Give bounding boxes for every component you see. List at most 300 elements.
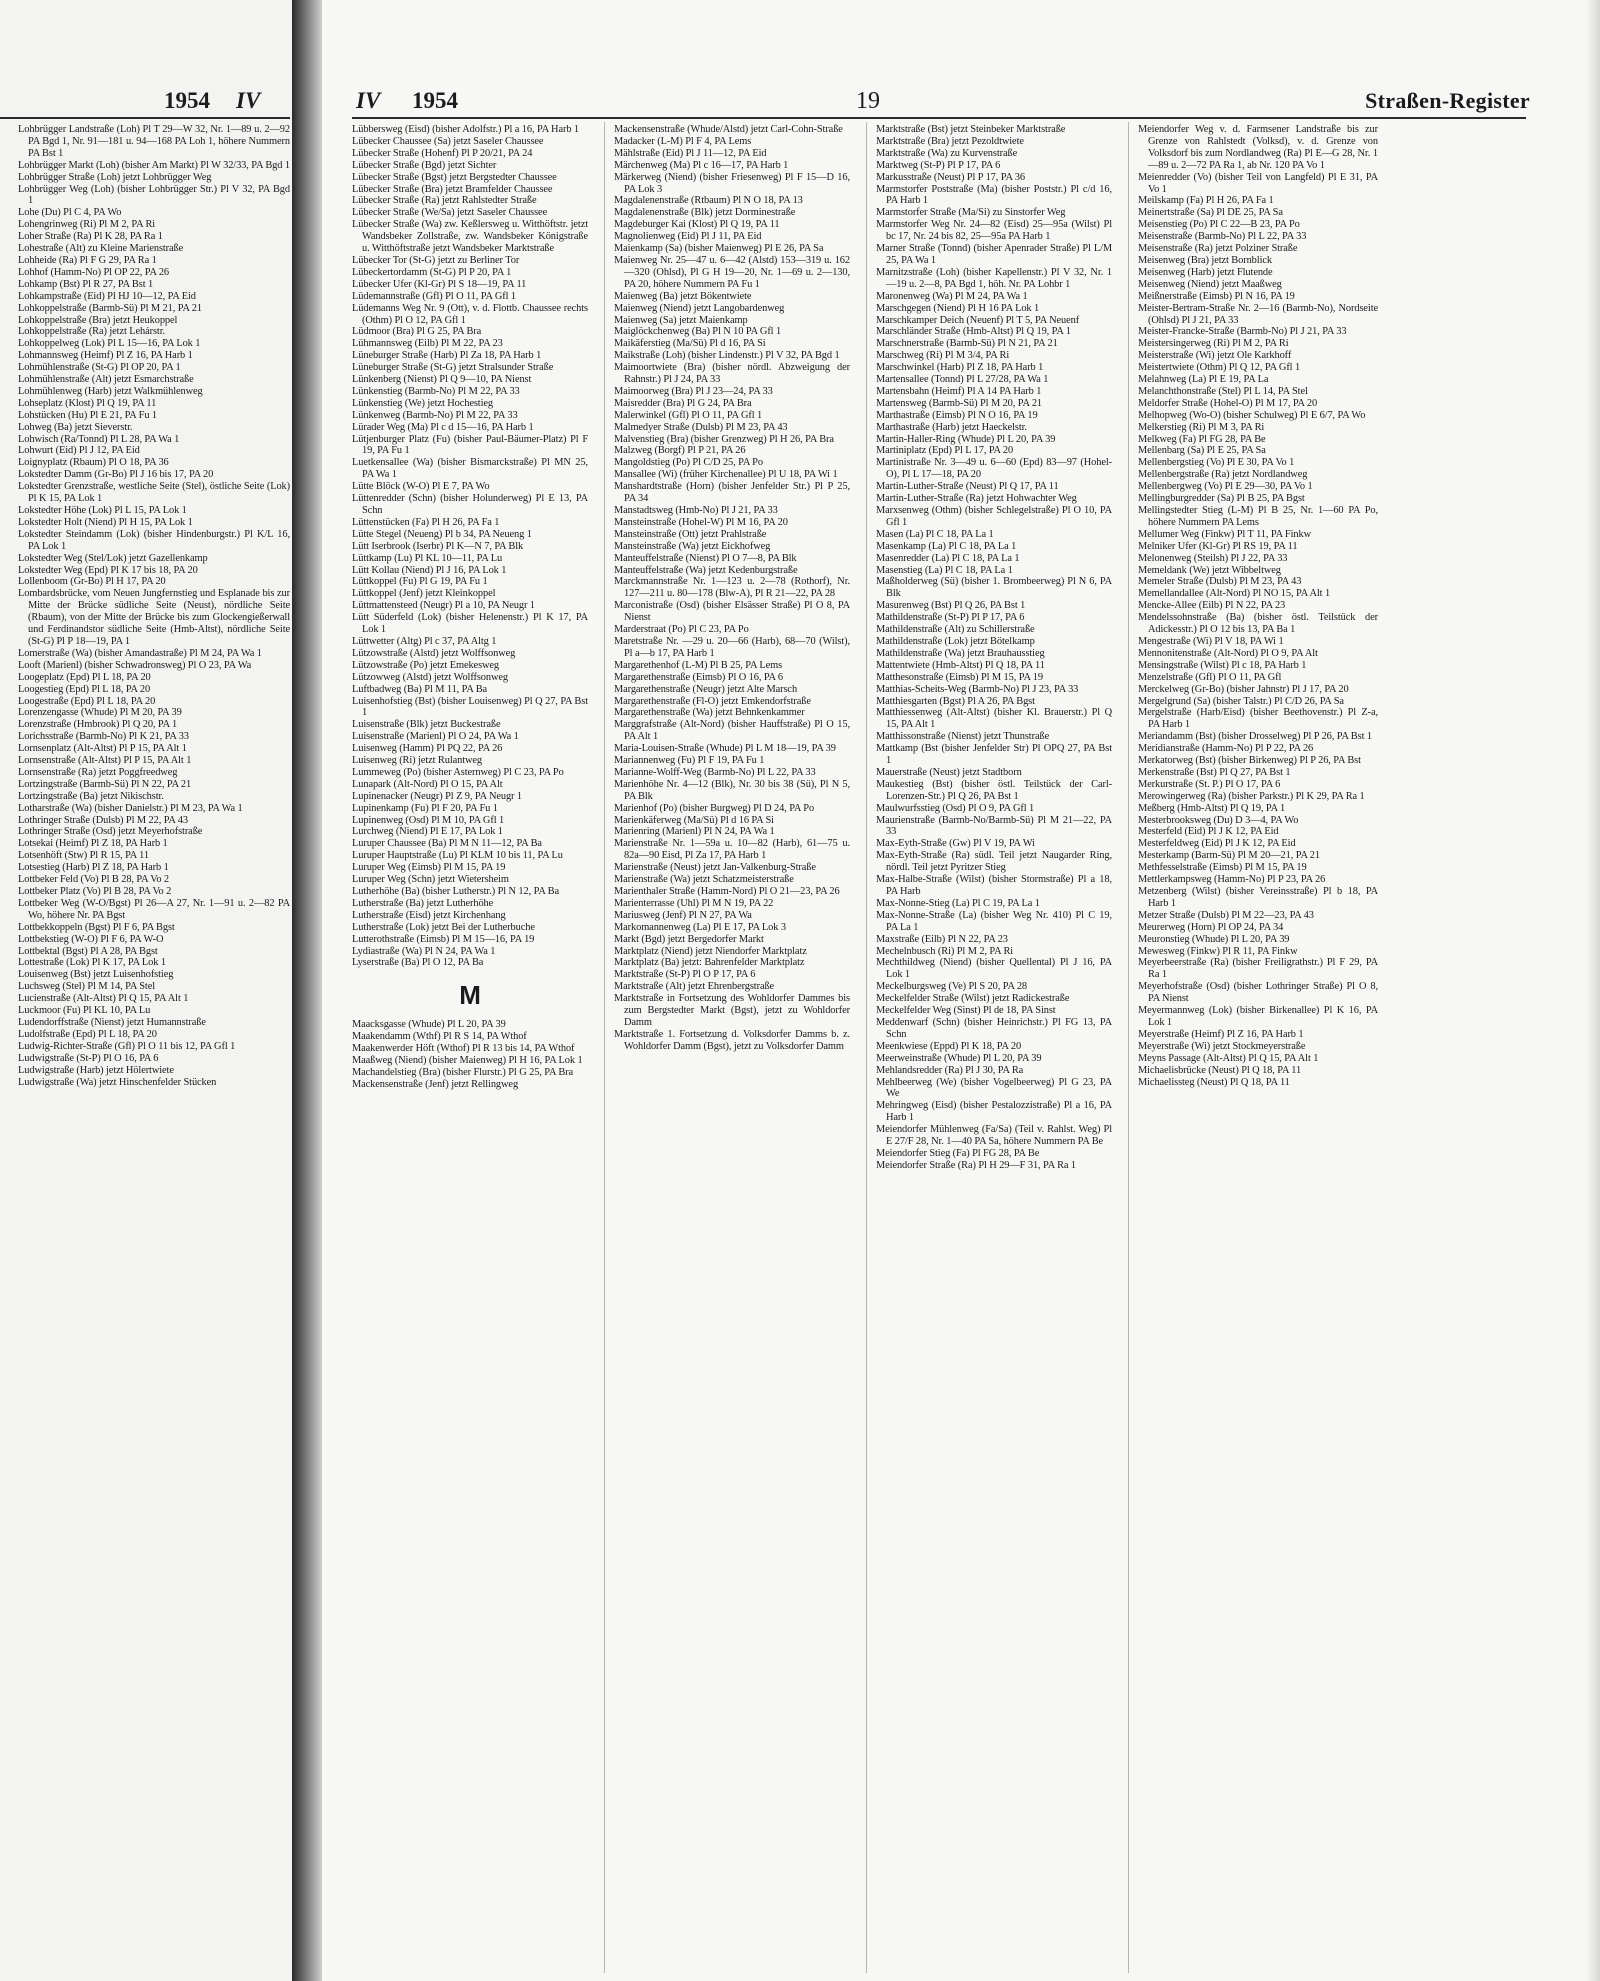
street-column-4 — [1138, 124, 1378, 1973]
street-entry: Lotsenhöft (Stw) Pl R 15, PA 11 — [18, 850, 149, 862]
street-entry: Marktweg (St-P) Pl P 17, PA 6 — [876, 159, 1001, 171]
street-entry: Maienweg (Sa) jetzt Maienkamp — [614, 314, 748, 326]
street-entry: Maulwurfsstieg (Osd) Pl O 9, PA Gfl 1 — [876, 802, 1035, 814]
street-entry: Loogestieg (Epd) Pl L 18, PA 20 — [18, 683, 151, 695]
street-entry: Lomerstraße (Wa) (bisher Amandastraße) Pl M 24, PA Wa 1 — [18, 647, 262, 659]
street-entry: Marschgegen (Niend) Pl H 16 PA Lok 1 — [876, 302, 1040, 314]
street-entry: Mellenbarg (Sa) Pl E 25, PA Sa — [1138, 445, 1266, 457]
street-entry: Meinertstraße (Sa) Pl DE 25, PA Sa — [1138, 207, 1283, 219]
street-entry: Lüttkoppel (Jenf) jetzt Kleinkoppel — [352, 588, 496, 600]
street-entry: Marschkamper Deich (Neuenf) Pl T 5, PA Neuenf — [876, 314, 1080, 326]
street-entry: Lokstedter Grenzstraße, westliche Seite (Stel), östliche Seite (Lok) Pl K 15, PA Lok 1 — [18, 481, 290, 505]
street-entry: Lütjenburger Platz (Fu) (bisher Paul-Bäumer-Platz) Pl F 19, PA Fu 1 — [352, 433, 588, 457]
street-entry: Marienstraße (Neust) jetzt Jan-Valkenburg-Straße — [614, 862, 816, 874]
street-entry: Mencke-Allee (Eilb) Pl N 22, PA 23 — [1138, 600, 1286, 612]
street-entry: Lüdmoor (Bra) Pl G 25, PA Bra — [352, 326, 482, 338]
street-entry: Meistersingerweg (Ri) Pl M 2, PA Ri — [1138, 338, 1289, 350]
street-entry: Lüneburger Straße (St-G) jetzt Stralsunder Straße — [352, 362, 554, 374]
street-entry: Lorichsstraße (Barmb-No) Pl K 21, PA 33 — [18, 731, 189, 743]
street-entry: Mendelssohnstraße (Ba) (bisher östl. Teilstück der Adickesstr.) Pl O 12 bis 13, PA Ba 1 — [1138, 612, 1378, 636]
street-entry: Melhopweg (Wo-O) (bisher Schulweg) Pl E 6/7, PA Wo — [1138, 409, 1366, 421]
street-entry: Malmedyer Straße (Dulsb) Pl M 23, PA 43 — [614, 421, 788, 433]
street-entry: Metzenberg (Wilst) (bisher Vereinsstraße) Pl b 18, PA Harb 1 — [1138, 886, 1378, 909]
left-header-rule — [0, 117, 290, 119]
street-entry: Lupinenacker (Neugr) Pl Z 9, PA Neugr 1 — [352, 790, 523, 802]
street-entry: Margarethenhof (L-M) Pl B 25, PA Lems — [614, 659, 783, 671]
street-entry: Lucienstraße (Alt-Altst) Pl Q 15, PA Alt 1 — [18, 993, 189, 1005]
street-entry: Magdalenenstraße (Blk) jetzt Dorminestraße — [614, 207, 796, 219]
street-entry: Lutherhöhe (Ba) (bisher Lutherstr.) Pl N 12, PA Ba — [352, 886, 560, 897]
left-page-year: 1954 — [164, 88, 210, 113]
street-entry: Marktstraße (Bra) jetzt Pezoldtwiete — [876, 135, 1024, 147]
street-entry: Marktstraße in Fortsetzung des Wohldorfer Dammes bis zum Bergstedter Markt (Bgst), jetzt zu Wohldorfer Damm — [614, 993, 850, 1028]
street-entry: Maikäferstieg (Ma/Sü) Pl d 16, PA Si — [614, 338, 766, 350]
street-entry: Melniker Ufer (Kl-Gr) Pl RS 19, PA 11 — [1138, 540, 1298, 552]
street-entry: Lotsestieg (Harb) Pl Z 18, PA Harb 1 — [18, 862, 169, 874]
street-entry: Luetkensallee (Wa) (bisher Bismarckstraße) Pl MN 25, PA Wa 1 — [352, 457, 588, 481]
street-entry: Maronenweg (Wa) Pl M 24, PA Wa 1 — [876, 290, 1028, 302]
street-entry: Meisenstraße (Barmb-No) Pl L 22, PA 33 — [1138, 231, 1307, 243]
page-number: 19 — [856, 88, 880, 114]
street-entry: Marschländer Straße (Hmb-Altst) Pl Q 19, PA 1 — [876, 326, 1071, 338]
street-entry: Lübecker Chaussee (Sa) jetzt Saseler Chaussee — [352, 135, 544, 147]
street-entry: Meister-Bertram-Straße Nr. 2—16 (Barmb-No), Nordseite (Ohlsd) Pl J 21, PA 33 — [1138, 302, 1378, 326]
street-entry: Martinistraße Nr. 3—49 u. 6—60 (Epd) 83—97 (Hohel-O), Pl L 17—18, PA 20 — [876, 457, 1112, 481]
street-entry: Loher Straße (Ra) Pl K 28, PA Ra 1 — [18, 231, 163, 243]
street-entry: Mehlbeerweg (We) (bisher Vogelbeerweg) Pl G 23, PA We — [876, 1076, 1112, 1100]
street-entry: Marschnerstraße (Barmb-Sü) Pl N 21, PA 21 — [876, 338, 1058, 350]
street-entry: Magdalenenstraße (Rtbaum) Pl N O 18, PA 13 — [614, 195, 803, 207]
street-entry: Mensingstraße (Wilst) Pl c 18, PA Harb 1 — [1138, 659, 1307, 671]
street-entry: Maakendamm (Wthf) Pl R S 14, PA Wthof — [352, 1031, 527, 1043]
street-entry: Mackensenstraße (Jenf) jetzt Rellingweg — [352, 1078, 519, 1090]
street-entry: Mewesweg (Finkw) Pl R 11, PA Finkw — [1138, 945, 1298, 957]
street-entry: Martin-Luther-Straße (Neust) Pl Q 17, PA 11 — [876, 481, 1059, 493]
street-entry: Ludwigstraße (Wa) jetzt Hinschenfelder Stücken — [18, 1076, 217, 1088]
street-entry: Mansteinstraße (Wa) jetzt Eickhofweg — [614, 540, 771, 552]
street-entry: Marktstraße (St-P) Pl O P 17, PA 6 — [614, 969, 756, 981]
street-entry: Marckmannstraße Nr. 1—123 u. 2—78 (Rothorf), Nr. 127—211 u. 80—178 (Blw-A), Pl R 21—22, PA 28 — [614, 576, 850, 600]
street-entry: Meuronstieg (Whude) Pl L 20, PA 39 — [1138, 933, 1290, 945]
street-entry: Maretstraße Nr. —29 u. 20—66 (Harb), 68—70 (Wilst), Pl a—b 17, PA Harb 1 — [614, 635, 850, 659]
street-entry: Meiendorfer Straße (Ra) Pl H 29—F 31, PA Ra 1 — [876, 1159, 1077, 1171]
street-entry: Lyserstraße (Ba) Pl O 12, PA Ba — [352, 957, 484, 969]
street-entry: Meckelburgsweg (Ve) Pl S 20, PA 28 — [876, 981, 1028, 993]
street-entry: Merkenstraße (Bst) Pl Q 27, PA Bst 1 — [1138, 766, 1291, 778]
street-entry: Maienweg (Niend) jetzt Langobardenweg — [614, 302, 785, 314]
street-entry: Lübecker Straße (We/Sa) jetzt Saseler Chaussee — [352, 207, 548, 219]
street-entry: Martensbahn (Heimf) Pl A 14 PA Harb 1 — [876, 385, 1042, 397]
street-entry: Markomannenweg (La) Pl E 17, PA Lok 3 — [614, 921, 786, 933]
street-entry: Lokstedter Höhe (Lok) Pl L 15, PA Lok 1 — [18, 505, 187, 516]
street-entry: Lohbrügger Weg (Loh) (bisher Lohbrügger Str.) Pl V 32, PA Bgd 1 — [18, 183, 290, 207]
street-entry: Lohwurt (Eid) Pl J 12, PA Eid — [18, 445, 140, 457]
street-entry: Luftbadweg (Ba) Pl M 11, PA Ba — [352, 683, 488, 695]
street-entry: Marienhöhe Nr. 4—12 (Blk), Nr. 30 bis 38 (Sü), Pl N 5, PA Blk — [614, 778, 850, 802]
street-entry: Lotharstraße (Wa) (bisher Danielstr.) Pl M 23, PA Wa 1 — [18, 802, 243, 814]
street-entry: Manshardtstraße (Horn) (bisher Jenfelder Str.) Pl P 25, PA 34 — [614, 481, 850, 505]
street-entry: Lürader Weg (Ma) Pl c d 15—16, PA Harb 1 — [352, 421, 534, 433]
street-entry: Mettlerkampsweg (Hamm-No) Pl P 23, PA 26 — [1138, 874, 1326, 886]
street-entry: Mariannenweg (Fu) Pl F 19, PA Fu 1 — [614, 755, 765, 767]
column-separator — [1128, 122, 1129, 1973]
street-entry: Lünkenstieg (Barmb-No) Pl M 22, PA 33 — [352, 385, 520, 397]
street-entry: Marthastraße (Harb) jetzt Haeckelstr. — [876, 421, 1027, 433]
street-entry: Lütt Iserbrook (Iserbr) Pl K—N 7, PA Blk — [352, 540, 524, 552]
street-entry: Mesterfeld (Eid) Pl J K 12, PA Eid — [1138, 826, 1279, 838]
street-entry: Mergelgrund (Sa) (bisher Talstr.) Pl C/D 26, PA Sa — [1138, 695, 1344, 707]
street-entry: Mathildenstraße (St-P) Pl P 17, PA 6 — [876, 612, 1025, 624]
street-column-2 — [614, 124, 850, 1973]
street-entry: Marienstraße (Wa) jetzt Schatzmeisterstraße — [614, 874, 794, 886]
street-entry: Lohmannsweg (Heimf) Pl Z 16, PA Harb 1 — [18, 350, 193, 362]
street-entry: Mattkamp (Bst (bisher Jenfelder Str) Pl OPQ 27, PA Bst 1 — [876, 743, 1112, 767]
street-entry: Melahnweg (La) Pl E 19, PA La — [1138, 374, 1269, 386]
street-entry: Lortzingstraße (Ba) jetzt Nikischstr. — [18, 790, 164, 802]
street-entry: Lurchweg (Niend) Pl E 17, PA Lok 1 — [352, 826, 503, 838]
street-entry: Meyns Passage (Alt-Altst) Pl Q 15, PA Alt 1 — [1138, 1052, 1319, 1064]
street-entry: Lottbekkoppeln (Bgst) Pl F 6, PA Bgst — [18, 921, 175, 933]
street-entry: Mansteinstraße (Hohel-W) Pl M 16, PA 20 — [614, 516, 788, 528]
column-separator — [604, 122, 605, 1973]
street-entry: Mechthildweg (Niend) (bisher Quellental) Pl J 16, PA Lok 1 — [876, 957, 1112, 981]
street-entry: Mellingstedter Stieg (L-M) Pl B 25, Nr. 1—60 PA Po, höhere Nummern PA Lems — [1138, 505, 1378, 528]
street-entry: Lüttmattensteed (Neugr) Pl a 10, PA Neugr 1 — [352, 600, 535, 612]
street-entry: Lübeckertordamm (St-G) Pl P 20, PA 1 — [352, 266, 512, 278]
street-entry: Lützowstraße (Alstd) jetzt Wolffsonweg — [352, 647, 516, 659]
street-entry: Lohbrügger Landstraße (Loh) Pl T 29—W 32, Nr. 1—89 u. 2—92 PA Bgd 1, Nr. 91—181 u. 94—168 PA Loh 1, höhere Nummern PA Bst 1 — [18, 124, 290, 159]
street-entry: Lottbeker Weg (W-O/Bgst) Pl 26—A 27, Nr. 1—91 u. 2—82 PA Wo, höhere Nr. PA Bgst — [18, 897, 290, 921]
street-entry: Marmstorfer Weg Nr. 24—82 (Eisd) 25—95a (Wilst) Pl bc 17, Nr. 24 bis 82, 25—95a PA Harb 1 — [876, 219, 1112, 243]
street-entry: Mehringweg (Eisd) (bisher Pestalozzistraße) Pl a 16, PA Harb 1 — [876, 1100, 1112, 1124]
street-entry: Marnitzstraße (Loh) (bisher Kapellenstr.) Pl V 32, Nr. 1—19 u. 2—8, PA Bgd 1, höh. Nr. PA Lohbr 1 — [876, 266, 1112, 290]
street-entry: Meyerstraße (Wi) jetzt Stockmeyerstraße — [1138, 1040, 1306, 1052]
street-entry: Mellenbergstieg (Vo) Pl E 30, PA Vo 1 — [1138, 457, 1295, 469]
street-entry: Maacksgasse (Whude) Pl L 20, PA 39 — [352, 1019, 506, 1031]
street-entry: Marktplatz (Ba) jetzt: Bahrenfelder Marktplatz — [614, 957, 805, 969]
street-entry: Mennonitenstraße (Alt-Nord) Pl O 9, PA Alt — [1138, 647, 1318, 659]
street-entry: Lottbeker Feld (Vo) Pl B 28, PA Vo 2 — [18, 874, 170, 886]
street-entry: Maiglöckchenweg (Ba) Pl N 10 PA Gfl 1 — [614, 326, 782, 338]
street-entry: Lombardsbrücke, vom Neuen Jungfernstieg und Esplanade bis zur Mitte der Brücke südliche Seite (Neust), nördliche Seite (Rbaum), von der Mitte der Brücke bis zum Glockengießerwall und Ferdinandstor südliche Seite (Hmb-Altst), nördliche Seite (St-G) Pl P 18—19, PA 1 — [18, 588, 290, 647]
street-entry: Meckelfelder Straße (Wilst) jetzt Radickestraße — [876, 993, 1070, 1005]
street-entry: Merkatorweg (Bst) (bisher Birkenweg) Pl P 26, PA Bst — [1138, 755, 1361, 767]
street-entry: Lothringer Straße (Osd) jetzt Meyerhofstraße — [18, 826, 203, 838]
street-entry: Ludolfstraße (Epd) Pl L 18, PA 20 — [18, 1028, 157, 1040]
street-entry: Maukestieg (Bst) (bisher östl. Teilstück der Carl-Lorenzen-Str.) Pl Q 26, PA Bst 1 — [876, 778, 1112, 802]
street-entry: Lüttenredder (Schn) (bisher Holunderweg) Pl E 13, PA Schn — [352, 493, 588, 516]
street-entry: Lohbrügger Straße (Loh) jetzt Lohbrügger Weg — [18, 171, 212, 183]
street-entry: Margarethenstraße (Fl-O) jetzt Emkendorfstraße — [614, 695, 811, 707]
right-header-rule — [352, 117, 1526, 119]
street-entry: Maienkamp (Sa) (bisher Maienweg) Pl E 26, PA Sa — [614, 243, 824, 255]
street-entry: Lühmannsweg (Eilb) Pl M 22, PA 23 — [352, 338, 503, 350]
street-entry: Meiendorfer Weg v. d. Farmsener Landstraße bis zur Grenze von Rahlstedt (Volksd), v. d. Grenze von Volksdorf bis zum Nordlandweg (Ra) Pl E—G 28, Nr. 1—89 u. 2—72 PA Ra 1, ab Nr. 120 PA Vo 1 — [1138, 124, 1378, 171]
street-entry: Magdeburger Kai (Klost) Pl Q 19, PA 11 — [614, 219, 780, 231]
street-entry: Mackensenstraße (Whude/Alstd) jetzt Carl-Cohn-Straße — [614, 124, 843, 135]
street-entry: Mattentwiete (Hmb-Altst) Pl Q 18, PA 11 — [876, 659, 1045, 671]
street-entry: Meyerbeerstraße (Ra) (bisher Freiligrathstr.) Pl F 29, PA Ra 1 — [1138, 957, 1378, 981]
street-entry: Luruper Chaussee (Ba) Pl M N 11—12, PA Ba — [352, 838, 542, 850]
street-entry: Marschwinkel (Harb) Pl Z 18, PA Harb 1 — [876, 362, 1044, 374]
street-entry: Lornsenplatz (Alt-Altst) Pl P 15, PA Alt 1 — [18, 743, 187, 755]
street-entry: Lottestraße (Lok) Pl K 17, PA Lok 1 — [18, 957, 166, 969]
street-entry: Lottbeker Platz (Vo) Pl B 28, PA Vo 2 — [18, 886, 172, 897]
street-entry: Maurienstraße (Barmb-No/Barmb-Sü) Pl M 21—22, PA 33 — [876, 814, 1112, 838]
section-letter-m: M — [459, 980, 481, 1011]
street-entry: Malerwinkel (Gfl) Pl O 11, PA Gfl 1 — [614, 409, 763, 421]
street-entry: Lokstedter Holt (Niend) Pl H 15, PA Lok 1 — [18, 516, 193, 528]
street-entry: Meldorfer Straße (Hohel-O) Pl M 17, PA 20 — [1138, 397, 1318, 409]
street-entry: Marxsenweg (Othm) (bisher Schlegelstraße) Pl O 10, PA Gfl 1 — [876, 505, 1112, 528]
street-entry: Lunapark (Alt-Nord) Pl O 15, PA Alt — [352, 778, 503, 790]
street-entry: Meyerstraße (Heimf) Pl Z 16, PA Harb 1 — [1138, 1028, 1304, 1040]
street-entry: Manteuffelstraße (Wa) jetzt Kedenburgstraße — [614, 564, 798, 576]
street-entry: Lohhof (Hamm-No) Pl OP 22, PA 26 — [18, 266, 170, 278]
street-entry: Lohe (Du) Pl C 4, PA Wo — [18, 207, 122, 219]
street-entry: Luisenstraße (Blk) jetzt Buckestraße — [352, 719, 501, 731]
street-entry: Max-Nonne-Straße (La) (bisher Weg Nr. 410) Pl C 19, PA La 1 — [876, 909, 1112, 933]
street-entry: Meenkwiese (Eppd) Pl K 18, PA 20 — [876, 1040, 1022, 1052]
street-entry: Michaelissteg (Neust) Pl Q 18, PA 11 — [1138, 1076, 1290, 1088]
street-entry: Loogeplatz (Epd) Pl L 18, PA 20 — [18, 671, 151, 683]
street-entry: Mehlandsredder (Ra) Pl J 30, PA Ra — [876, 1064, 1024, 1076]
street-entry: Meisterstraße (Wi) jetzt Ole Karkhoff — [1138, 350, 1292, 362]
street-entry: Meurerweg (Horn) Pl OP 24, PA 34 — [1138, 921, 1284, 933]
street-entry: Lornsenstraße (Alt-Altst) Pl P 15, PA Alt 1 — [18, 755, 192, 767]
street-entry: Matthias-Scheits-Weg (Barmb-No) Pl J 23, PA 33 — [876, 683, 1079, 695]
street-entry: Loignyplatz (Rbaum) Pl O 18, PA 36 — [18, 457, 169, 469]
street-entry: Looft (Marienl) (bisher Schwadronsweg) Pl O 23, PA Wa — [18, 659, 252, 671]
street-entry: Meilskamp (Fa) Pl H 26, PA Fa 1 — [1138, 195, 1274, 207]
street-entry: Meistertwiete (Othm) Pl Q 12, PA Gfl 1 — [1138, 362, 1301, 374]
register-title: Straßen-Register — [1365, 88, 1530, 113]
street-entry: Martin-Luther-Straße (Ra) jetzt Hohwachter Weg — [876, 493, 1077, 505]
street-entry: Lütte Blöck (W-O) Pl E 7, PA Wo — [352, 481, 490, 493]
street-entry: Max-Eyth-Straße (Ra) südl. Teil jetzt Naugarder Ring, nördl. Teil jetzt Pyritzer Stieg — [876, 850, 1112, 874]
street-entry: Lohkoppelstraße (Ra) jetzt Lehárstr. — [18, 326, 166, 338]
street-entry: Maimoortwiete (Bra) (bisher nördl. Abzweigung der Rahnstr.) Pl J 24, PA 33 — [614, 362, 850, 386]
street-entry: Ludwigstraße (St-P) Pl O 16, PA 6 — [18, 1052, 159, 1064]
street-entry: Lübecker Straße (Hohenf) Pl P 20/21, PA 24 — [352, 147, 533, 159]
street-entry: Lupinenweg (Osd) Pl M 10, PA Gfl 1 — [352, 814, 505, 826]
street-entry: Matthiessenweg (Alt-Altst) (bisher Kl. Brauerstr.) Pl Q 15, PA Alt 1 — [876, 707, 1112, 731]
street-entry: Marktstraße (Wa) zu Kurvenstraße — [876, 147, 1018, 159]
street-entry: Lottbekstieg (W-O) Pl F 6, PA W-O — [18, 933, 164, 945]
street-entry: Maßholderweg (Sü) (bisher 1. Brombeerweg) Pl N 6, PA Blk — [876, 576, 1112, 600]
street-entry: Lohkoppelstraße (Barmb-Sü) Pl M 21, PA 21 — [18, 302, 202, 314]
street-entry: Meridianstraße (Hamm-No) Pl P 22, PA 26 — [1138, 743, 1314, 755]
street-entry: Meyermannweg (Lok) (bisher Birkenallee) Pl K 16, PA Lok 1 — [1138, 1005, 1378, 1028]
street-entry: Lokstedter Steindamm (Lok) (bisher Hindenburgstr.) Pl K/L 16, PA Lok 1 — [18, 528, 290, 552]
street-entry: Mariusweg (Jenf) Pl N 27, PA Wa — [614, 909, 752, 921]
street-entry: Marktstraße (Bst) jetzt Steinbeker Marktstraße — [876, 124, 1066, 135]
street-entry: Lüttkamp (Lu) Pl KL 10—11, PA Lu — [352, 552, 503, 564]
street-entry: Meßberg (Hmb-Altst) Pl Q 19, PA 1 — [1138, 802, 1286, 814]
street-entry: Marner Straße (Tonnd) (bisher Apenrader Straße) Pl L/M 25, PA Wa 1 — [876, 243, 1112, 266]
left-page-column — [18, 124, 290, 1973]
street-entry: Marianne-Wolff-Weg (Barmb-No) Pl L 22, PA 33 — [614, 766, 816, 778]
street-entry: Martiniplatz (Epd) Pl L 17, PA 20 — [876, 445, 1014, 457]
street-entry: Mählstraße (Eid) Pl J 11—12, PA Eid — [614, 147, 767, 159]
street-entry: Mathildenstraße (Lok) jetzt Bötelkamp — [876, 635, 1035, 647]
street-entry: Lübecker Straße (Wa) zw. Keßlersweg u. Witthöftstr. jetzt Wandsbeker Zollstraße, zw. Wandsbeker Königstraße u. Witthöftstraße jetzt Wandsbeker Marktstraße — [352, 219, 588, 255]
street-entry: Lohkoppelstraße (Bra) jetzt Heukoppel — [18, 314, 178, 326]
street-entry: Marienring (Marienl) Pl N 24, PA Wa 1 — [614, 826, 775, 838]
street-entry: Lütt Kollau (Niend) Pl J 16, PA Lok 1 — [352, 564, 507, 576]
street-entry: Ludwigstraße (Harb) jetzt Hölertwiete — [18, 1064, 174, 1076]
street-entry: Mangoldstieg (Po) Pl C/D 25, PA Po — [614, 457, 763, 469]
street-entry: Lohseplatz (Klost) Pl Q 19, PA 11 — [18, 397, 157, 409]
street-entry: Masenstieg (La) Pl C 18, PA La 1 — [876, 564, 1013, 576]
street-entry: Mauerstraße (Neust) jetzt Stadtborn — [876, 766, 1022, 778]
street-entry: Maria-Louisen-Straße (Whude) Pl L M 18—19, PA 39 — [614, 743, 836, 755]
street-entry: Lollenboom (Gr-Bo) Pl H 17, PA 20 — [18, 576, 166, 588]
street-entry: Lohweg (Ba) jetzt Sieverstr. — [18, 421, 133, 433]
street-entry: Merowingerweg (Ra) (bisher Parkstr.) Pl K 29, PA Ra 1 — [1138, 790, 1365, 802]
street-entry: Meisenstieg (Po) Pl C 22—B 23, PA Po — [1138, 219, 1300, 231]
street-entry: Maisredder (Bra) Pl G 24, PA Bra — [614, 397, 752, 409]
street-entry: Merckelweg (Gr-Bo) (bisher Jahnstr) Pl J 17, PA 20 — [1138, 683, 1349, 695]
street-entry: Maikstraße (Loh) (bisher Lindenstr.) Pl V 32, PA Bgd 1 — [614, 350, 840, 362]
street-entry: Masenredder (La) Pl C 18, PA La 1 — [876, 552, 1020, 564]
street-entry: Lübbersweg (Eisd) (bisher Adolfstr.) Pl a 16, PA Harb 1 — [352, 124, 580, 135]
street-entry: Mathildenstraße (Alt) zu Schillerstraße — [876, 624, 1035, 636]
street-entry: Maimoorweg (Bra) Pl J 23—24, PA 33 — [614, 385, 773, 397]
street-entry: Lottbektal (Bgst) Pl A 28, PA Bgst — [18, 945, 158, 957]
right-page-year: 1954 — [412, 88, 458, 113]
street-entry: Mesterkamp (Barm-Sü) Pl M 20—21, PA 21 — [1138, 850, 1320, 862]
street-entry: Lohmühlenstraße (Alt) jetzt Esmarchstraße — [18, 374, 194, 386]
street-entry: Marthastraße (Eimsb) Pl N O 16, PA 19 — [876, 409, 1038, 421]
street-entry: Memeldank (We) jetzt Wibbeltweg — [1138, 564, 1281, 576]
street-entry: Merkurstraße (St. P.) Pl O 17, PA 6 — [1138, 778, 1281, 790]
street-entry: Marienthaler Straße (Hamm-Nord) Pl O 21—23, PA 26 — [614, 886, 840, 897]
street-entry: Lübecker Straße (Bra) jetzt Bramfelder Chaussee — [352, 183, 553, 195]
street-entry: Lokstedter Weg (Epd) Pl K 17 bis 18, PA 20 — [18, 564, 198, 576]
street-entry: Marggrafstraße (Alt-Nord) (bisher Hauffstraße) Pl O 15, PA Alt 1 — [614, 719, 850, 743]
street-entry: Max-Halbe-Straße (Wilst) (bisher Stormstraße) Pl a 18, PA Harb — [876, 874, 1112, 897]
street-entry: Lünkenstieg (We) jetzt Hochestieg — [352, 397, 493, 409]
street-entry: Meriandamm (Bst) (bisher Drosselweg) Pl P 26, PA Bst 1 — [1138, 731, 1372, 743]
street-entry: Lortzingstraße (Barmb-Sü) Pl N 22, PA 21 — [18, 778, 192, 790]
street-entry: Meißnerstraße (Eimsb) Pl N 16, PA 19 — [1138, 290, 1295, 302]
street-entry: Lohheide (Ra) Pl F G 29, PA Ra 1 — [18, 254, 157, 266]
street-entry: Margarethenstraße (Wa) jetzt Behnkenkammer — [614, 707, 805, 719]
page-edge-shadow — [1586, 0, 1600, 1981]
street-entry: Melonenweg (Steilsh) Pl J 22, PA 33 — [1138, 552, 1288, 564]
street-entry: Lohestraße (Alt) zu Kleine Marienstraße — [18, 243, 184, 255]
street-entry: Martin-Haller-Ring (Whude) Pl L 20, PA 39 — [876, 433, 1056, 445]
street-entry: Masurenweg (Bst) Pl Q 26, PA Bst 1 — [876, 600, 1026, 612]
street-entry: Matthissonstraße (Nienst) jetzt Thunstraße — [876, 731, 1050, 743]
street-entry: Marconistraße (Osd) (bisher Elsässer Straße) Pl O 8, PA Nienst — [614, 600, 850, 624]
street-entry: Ludwig-Richter-Straße (Gfl) Pl O 11 bis 12, PA Gfl 1 — [18, 1040, 236, 1052]
right-page-volume: IV — [356, 88, 381, 113]
street-entry: Lohbrügger Markt (Loh) (bisher Am Markt) Pl W 32/33, PA Bgd 1 — [18, 159, 290, 171]
street-entry: Methfesselstraße (Eimsb) Pl M 15, PA 19 — [1138, 862, 1307, 874]
street-entry: Margarethenstraße (Neugr) jetzt Alte Marsch — [614, 683, 798, 695]
street-entry: Lüttenstücken (Fa) Pl H 26, PA Fa 1 — [352, 516, 500, 528]
street-entry: Marmstorfer Poststraße (Ma) (bisher Poststr.) Pl c/d 16, PA Harb 1 — [876, 183, 1112, 207]
street-entry: Melkerstieg (Ri) Pl M 3, PA Ri — [1138, 421, 1265, 433]
street-entry: Lützowstraße (Po) jetzt Emekesweg — [352, 659, 500, 671]
street-entry: Maienweg Nr. 25—47 u. 6—42 (Alstd) 153—319 u. 162—320 (Ohlsd), Pl G H 19—20, Nr. 1—69 u. 2—130, PA 20, höhere Nummern PA Fu 1 — [614, 254, 850, 290]
street-entry: Malzweg (Borgf) Pl P 21, PA 26 — [614, 445, 746, 457]
street-entry: Manstadtsweg (Hmb-No) Pl J 21, PA 33 — [614, 505, 778, 516]
street-entry: Meddenwarf (Schn) (bisher Heinrichstr.) Pl FG 13, PA Schn — [876, 1016, 1112, 1040]
street-entry: Lüdemanns Weg Nr. 9 (Ott), v. d. Flottb. Chaussee rechts (Othm) Pl O 12, PA Gfl 1 — [352, 302, 588, 326]
street-entry: Michaelisbrücke (Neust) Pl Q 18, PA 11 — [1138, 1064, 1302, 1076]
street-entry: Menzelstraße (Gfl) Pl O 11, PA Gfl — [1138, 671, 1282, 683]
street-entry: Luruper Hauptstraße (Lu) Pl KLM 10 bis 11, PA Lu — [352, 850, 563, 862]
street-entry: Lummeweg (Po) (bisher Asternweg) Pl C 23, PA Po — [352, 766, 564, 778]
street-entry: Lüdemannstraße (Gfl) Pl O 11, PA Gfl 1 — [352, 290, 516, 302]
street-entry: Luchsweg (Stel) Pl M 14, PA Stel — [18, 981, 155, 993]
street-entry: Meerweinstraße (Whude) Pl L 20, PA 39 — [876, 1052, 1042, 1064]
street-entry: Luisenweg (Ri) jetzt Rulantweg — [352, 755, 483, 767]
street-entry: Lornsenstraße (Ra) jetzt Poggfreedweg — [18, 766, 178, 778]
street-entry: Luruper Weg (Eimsb) Pl M 15, PA 19 — [352, 862, 506, 874]
street-entry: Luckmoor (Fu) Pl KL 10, PA Lu — [18, 1005, 151, 1017]
street-entry: Lorenzengasse (Whude) Pl M 20, PA 39 — [18, 707, 182, 719]
street-entry: Lützowweg (Alstd) jetzt Wolffsonweg — [352, 671, 509, 683]
street-entry: Lüttwetter (Altg) Pl c 37, PA Altg 1 — [352, 635, 497, 647]
street-entry: Matthesonstraße (Eimsb) Pl M 15, PA 19 — [876, 671, 1043, 683]
street-entry: Mengestraße (Wi) Pl V 18, PA Wi 1 — [1138, 635, 1284, 647]
street-entry: Lübecker Tor (St-G) jetzt zu Berliner Tor — [352, 254, 520, 266]
street-entry: Louisenweg (Bst) jetzt Luisenhofstieg — [18, 969, 174, 981]
street-entry: Lübecker Straße (Ra) jetzt Rahlstedter Straße — [352, 195, 537, 207]
street-entry: Meisenweg (Niend) jetzt Maaßweg — [1138, 278, 1282, 290]
street-entry: Mansallee (Wi) (früher Kirchenallee) Pl U 18, PA Wi 1 — [614, 469, 838, 481]
street-entry: Meisenstraße (Ra) jetzt Polziner Straße — [1138, 243, 1298, 255]
street-entry: Lorenzstraße (Hmbrook) Pl Q 20, PA 1 — [18, 719, 178, 731]
street-entry: Lohmühlenstraße (St-G) Pl OP 20, PA 1 — [18, 362, 181, 374]
street-entry: Mesterfeldweg (Eid) Pl J K 12, PA Eid — [1138, 838, 1296, 850]
street-entry: Lüneburger Straße (Harb) Pl Za 18, PA Harb 1 — [352, 350, 542, 362]
street-entry: Martensallee (Tonnd) Pl L 27/28, PA Wa 1 — [876, 374, 1049, 386]
street-entry: Maxstraße (Eilb) Pl N 22, PA 23 — [876, 933, 1008, 945]
street-entry: Lohkoppelweg (Lok) Pl L 15—16, PA Lok 1 — [18, 338, 201, 350]
street-entry: Machandelstieg (Bra) (bisher Flurstr.) Pl G 25, PA Bra — [352, 1066, 574, 1078]
street-entry: Luisenweg (Hamm) Pl PQ 22, PA 26 — [352, 743, 503, 755]
street-entry: Lünkenweg (Barmb-No) Pl M 22, PA 33 — [352, 409, 518, 421]
left-page — [0, 0, 292, 1981]
street-entry: Lokstedter Damm (Gr-Bo) Pl J 16 bis 17, PA 20 — [18, 469, 214, 481]
street-entry: Melkweg (Fa) Pl FG 28, PA Be — [1138, 433, 1266, 445]
street-entry: Meisenweg (Bra) jetzt Bornblick — [1138, 254, 1272, 266]
street-entry: Lupinenkamp (Fu) Pl F 20, PA Fu 1 — [352, 802, 498, 814]
street-entry: Memellandallee (Alt-Nord) Pl NO 15, PA Alt 1 — [1138, 588, 1331, 600]
street-entry: Luisenhofstieg (Bst) (bisher Louisenweg) Pl Q 27, PA Bst 1 — [352, 695, 588, 719]
street-entry: Max-Eyth-Straße (Gw) Pl V 19, PA Wi — [876, 838, 1035, 850]
street-entry: Lutherstraße (Eisd) jetzt Kirchenhang — [352, 909, 506, 921]
street-entry: Matthiesgarten (Bgst) Pl A 26, PA Bgst — [876, 695, 1035, 707]
street-entry: Lutterothstraße (Eimsb) Pl M 15—16, PA 19 — [352, 933, 535, 945]
street-entry: Maaßweg (Niend) (bisher Maienweg) Pl H 16, PA Lok 1 — [352, 1055, 583, 1067]
street-entry: Lotsekai (Heimf) Pl Z 18, PA Harb 1 — [18, 838, 168, 850]
street-column-3 — [876, 124, 1112, 1973]
street-entry: Meckelfelder Weg (Sinst) Pl de 18, PA Sinst — [876, 1005, 1056, 1017]
street-entry: Lohkampstraße (Eid) Pl HJ 10—12, PA Eid — [18, 290, 196, 302]
street-entry: Lütt Süderfeld (Lok) (bisher Helenenstr.) Pl K 17, PA Lok 1 — [352, 612, 588, 636]
street-entry: Memeler Straße (Dulsb) Pl M 23, PA 43 — [1138, 576, 1302, 588]
street-entry: Marmstorfer Straße (Ma/Si) zu Sinstorfer Weg — [876, 207, 1066, 219]
street-entry: Magnolienweg (Eid) Pl J 11, PA Eid — [614, 231, 762, 243]
column-separator — [866, 122, 867, 1973]
street-entry: Lokstedter Weg (Stel/Lok) jetzt Gazellenkamp — [18, 552, 208, 564]
